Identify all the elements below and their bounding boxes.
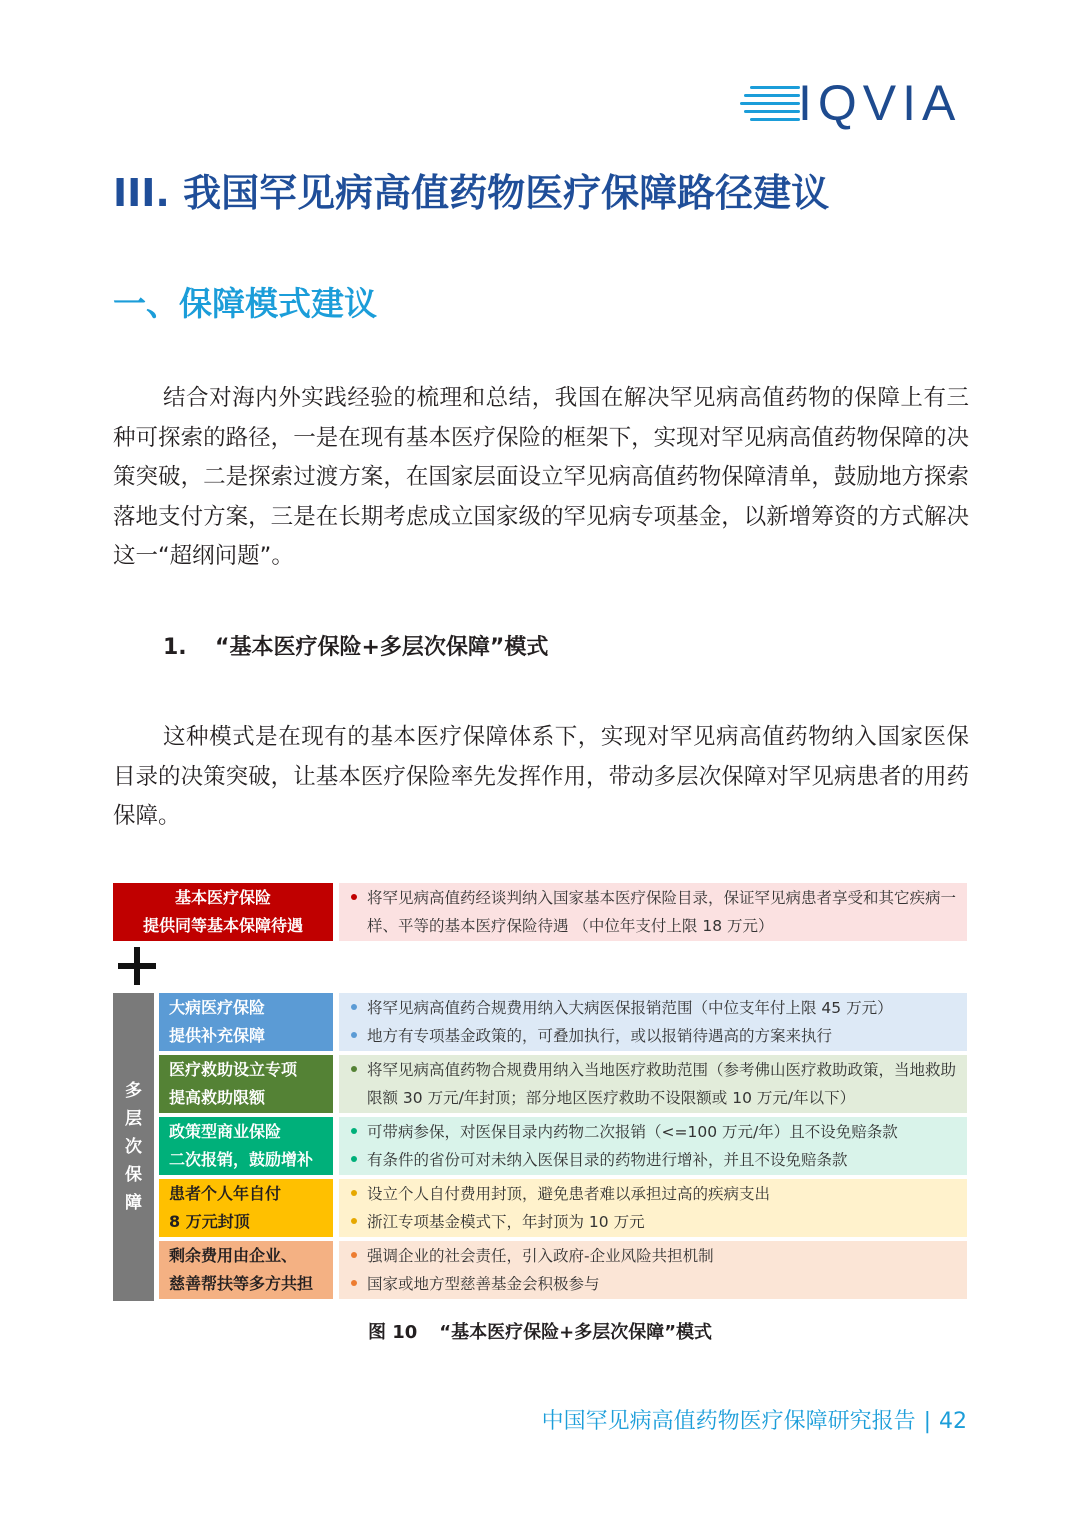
figure-caption-text: “基本医疗保险+多层次保障”模式 — [439, 1322, 713, 1343]
top-label-line: 提供同等基本保障待遇 — [142, 916, 303, 935]
layer-description-box — [339, 1241, 967, 1299]
bullet-text: 强调企业的社会责任，引入政府-企业风险共担机制 — [367, 1246, 714, 1265]
chapter-title: III. 我国罕见病高值药物医疗保障路径建议 — [113, 171, 830, 215]
bullet-dot-icon — [351, 1280, 357, 1286]
bullet-item — [351, 1180, 770, 1209]
bullet-dot-icon — [351, 1252, 357, 1258]
bullet-item — [351, 1242, 714, 1271]
multi-level-side-label — [113, 993, 154, 1301]
side-label-char: 次 — [125, 1137, 142, 1157]
page-footer — [542, 1404, 967, 1435]
bullet-item — [351, 1270, 600, 1299]
bullet-dot-icon — [351, 1032, 357, 1038]
layer-description-box — [339, 1179, 967, 1237]
mode-diagram — [113, 883, 967, 1301]
bullet-item — [351, 1056, 967, 1113]
bullet-dot-icon — [351, 894, 357, 900]
bullet-item — [351, 1022, 832, 1051]
logo-text: IQVIA — [798, 75, 962, 131]
bullet-text: 将罕见病高值药经谈判纳入国家基本医疗保险目录，保证罕见病患者享受和其它疾病一样、平等的基本医疗保险待遇 （中位年支付上限 18 万元） — [367, 888, 957, 935]
bullet-text: 将罕见病高值药合规费用纳入大病医保报销范围（中位支年付上限 45 万元） — [367, 998, 893, 1017]
top-description-box — [339, 883, 967, 941]
layer-label-line: 政策型商业保险 — [169, 1122, 282, 1141]
layer-label-box — [159, 1117, 333, 1175]
layer-label-line: 剩余费用由企业、 — [169, 1246, 298, 1265]
layer-description-box — [339, 1055, 967, 1113]
layer-label-line: 8 万元封顶 — [169, 1212, 250, 1231]
layer-label-box — [159, 1055, 333, 1113]
page-number: 42 — [939, 1409, 967, 1434]
side-label-char: 层 — [125, 1109, 142, 1129]
bullet-dot-icon — [351, 1004, 357, 1010]
bullet-text: 将罕见病高值药物合规费用纳入当地医疗救助范围（参考佛山医疗救助政策，当地救助限额 30 万元/年封顶；部分地区医疗救助不设限额或 10 万元/年以下） — [367, 1060, 957, 1107]
layer-label-line: 提供补充保障 — [169, 1026, 266, 1045]
layer-label-line: 患者个人年自付 — [169, 1184, 282, 1203]
section-title: 一、保障模式建议 — [113, 284, 377, 323]
bullet-text: 地方有专项基金政策的，可叠加执行，或以报销待遇高的方案来执行 — [367, 1027, 833, 1045]
layer-label-line: 医疗救助设立专项 — [169, 1060, 298, 1079]
iqvia-logo — [740, 75, 970, 131]
bullet-text: 浙江专项基金模式下，年封顶为 10 万元 — [367, 1213, 645, 1231]
subsection-text: “基本医疗保险+多层次保障”模式 — [215, 635, 549, 660]
intro-paragraph: 结合对海内外实践经验的梳理和总结，我国在解决罕见病高值药物的保障上有三种可探索的路径，一是在现有基本医疗保险的框架下，实现对罕见病高值药物保障的决策突破，二是探索过渡方案，在国家层面设立罕见病高值药物保障清单，鼓励地方探索落地支付方案，三是在长期考虑成立国家级的罕见病专项基金，以新增筹资的方式解决这一“超纲问题”。 — [113, 385, 969, 569]
top-label-line: 基本医疗保险 — [174, 888, 271, 907]
footer-separator: | — [923, 1409, 931, 1434]
layer-label-line: 慈善帮扶等多方共担 — [169, 1274, 314, 1293]
bullet-dot-icon — [351, 1190, 357, 1196]
mode-paragraph: 这种模式是在现有的基本医疗保障体系下，实现对罕见病高值药物纳入国家医保目录的决策突破，让基本医疗保险率先发挥作用，带动多层次保障对罕见病患者的用药保障。 — [113, 724, 969, 829]
subsection-number: 1. — [163, 635, 187, 660]
bullet-dot-icon — [351, 1066, 357, 1072]
figure-number: 图 10 — [367, 1322, 418, 1343]
bullet-text: 有条件的省份可对未纳入医保目录的药物进行增补，并且不设免赔条款 — [367, 1151, 848, 1169]
report-title: 中国罕见病高值药物医疗保障研究报告 — [541, 1409, 916, 1434]
bullet-item — [351, 1118, 898, 1147]
bullet-item — [351, 1208, 645, 1237]
layer-label-line: 二次报销，鼓励增补 — [169, 1150, 314, 1169]
figure-caption — [0, 1318, 1080, 1344]
bullet-item — [351, 884, 967, 941]
bullet-item — [351, 1146, 848, 1175]
bullet-dot-icon — [351, 1128, 357, 1134]
plus-icon — [118, 947, 156, 985]
layer-label-line: 提高救助限额 — [169, 1088, 266, 1107]
layer-label-line: 大病医疗保险 — [169, 998, 266, 1017]
bullet-text: 国家或地方型慈善基金会积极参与 — [367, 1275, 600, 1293]
bullet-dot-icon — [351, 1156, 357, 1162]
layer-description-box — [339, 993, 967, 1051]
layer-label-box — [159, 1179, 333, 1237]
side-label-char: 多 — [125, 1081, 142, 1101]
side-label-char: 保 — [125, 1165, 142, 1185]
top-label-box — [113, 883, 333, 941]
bullet-text: 可带病参保，对医保目录内药物二次报销（<=100 万元/年）且不设免赔条款 — [367, 1122, 898, 1141]
layer-label-box — [159, 993, 333, 1051]
iqvia-speed-lines-icon — [740, 86, 802, 122]
side-label-char: 障 — [125, 1193, 142, 1213]
bullet-dot-icon — [351, 1218, 357, 1224]
layer-description-box — [339, 1117, 967, 1175]
bullet-item — [351, 994, 893, 1023]
subsection-title — [163, 630, 548, 661]
bullet-text: 设立个人自付费用封顶，避免患者难以承担过高的疾病支出 — [367, 1184, 771, 1203]
layer-label-box — [159, 1241, 333, 1299]
